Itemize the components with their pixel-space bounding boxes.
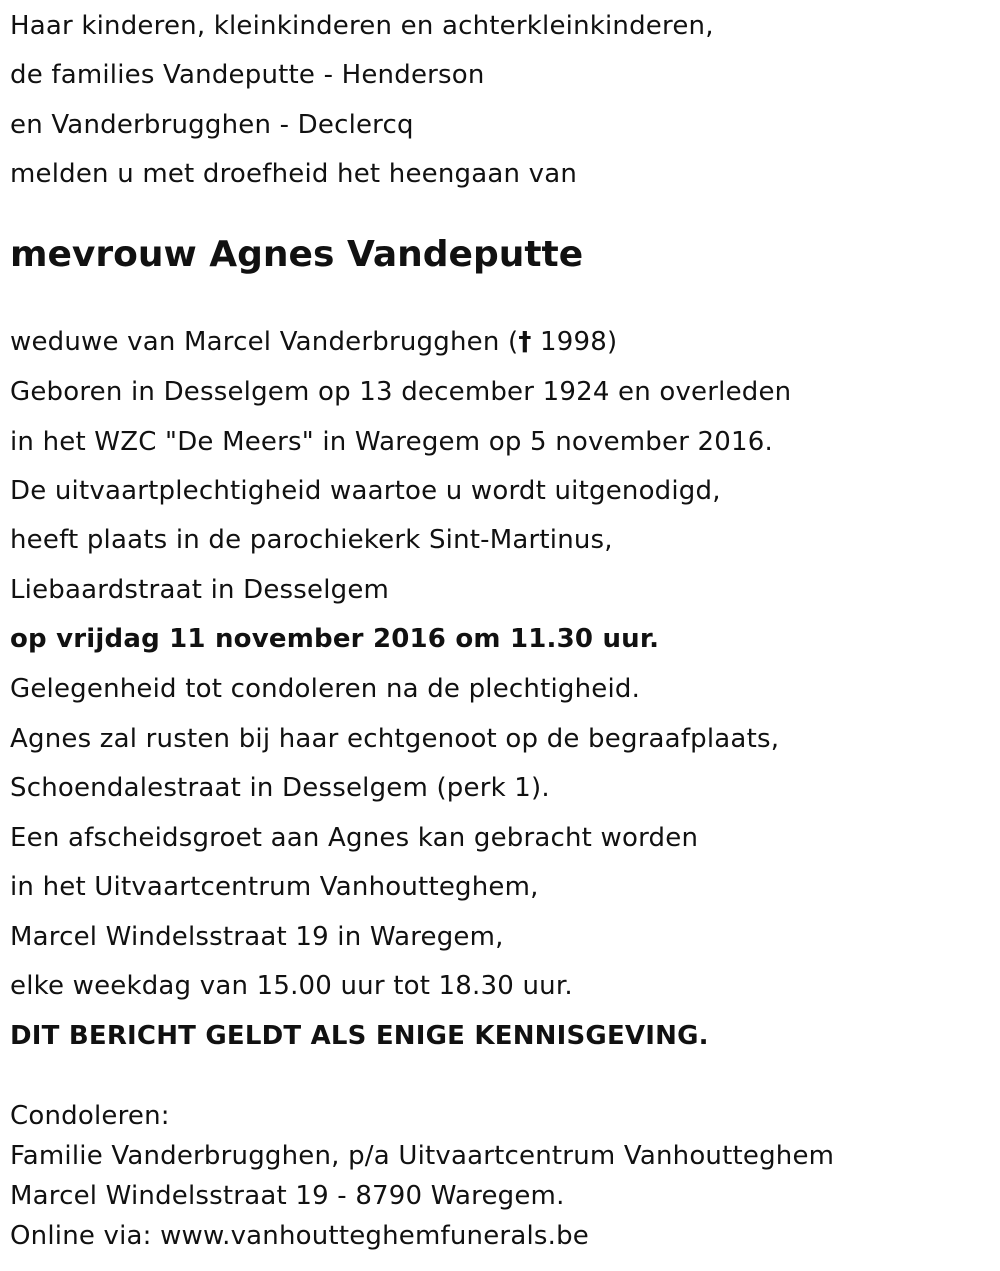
widow-line <box>10 325 617 359</box>
intro-line-1: Haar kinderen, kleinkinderen en achterkleinkinderen, <box>10 11 714 41</box>
service-datetime: op vrijdag 11 november 2016 om 11.30 uur. <box>10 624 660 654</box>
body-line-2: in het WZC "De Meers" in Waregem op 5 november 2016. <box>10 427 773 457</box>
details-line-3: Schoendalestraat in Desselgem (perk 1). <box>10 773 550 803</box>
body-line-3: De uitvaartplechtigheid waartoe u wordt uitgenodigd, <box>10 476 721 506</box>
body-line-4: heeft plaats in de parochiekerk Sint-Martinus, <box>10 525 613 555</box>
body-line-5: Liebaardstraat in Desselgem <box>10 575 390 605</box>
widow-line-text: weduwe van Marcel Vanderbrugghen ( <box>10 327 519 357</box>
condolences-heading: Condoleren: <box>10 1101 170 1131</box>
body-line-1: Geboren in Desselgem op 13 december 1924 en overleden <box>10 377 792 407</box>
sole-notice: DIT BERICHT GELDT ALS ENIGE KENNISGEVING. <box>10 1021 709 1051</box>
details-line-7: elke weekdag van 15.00 uur tot 18.30 uur. <box>10 971 573 1001</box>
details-line-5: in het Uitvaartcentrum Vanhoutteghem, <box>10 872 539 902</box>
condolences-address-2: Marcel Windelsstraat 19 - 8790 Waregem. <box>10 1181 565 1211</box>
details-line-4: Een afscheidsgroet aan Agnes kan gebracht worden <box>10 823 699 853</box>
condolences-address-1: Familie Vanderbrugghen, p/a Uitvaartcentrum Vanhoutteghem <box>10 1141 835 1171</box>
intro-line-2: de families Vandeputte - Henderson <box>10 60 485 90</box>
intro-line-4: melden u met droefheid het heengaan van <box>10 159 578 189</box>
widow-line-year: 1998) <box>539 327 618 357</box>
condolences-online-link[interactable]: Online via: www.vanhoutteghemfunerals.be <box>10 1221 589 1251</box>
cross-icon: † <box>518 327 532 357</box>
details-line-1: Gelegenheid tot condoleren na de plechtigheid. <box>10 674 641 704</box>
details-line-2: Agnes zal rusten bij haar echtgenoot op de begraafplaats, <box>10 724 780 754</box>
deceased-name: mevrouw Agnes Vandeputte <box>10 234 584 275</box>
details-line-6: Marcel Windelsstraat 19 in Waregem, <box>10 922 504 952</box>
intro-line-3: en Vanderbrugghen - Declercq <box>10 110 414 140</box>
